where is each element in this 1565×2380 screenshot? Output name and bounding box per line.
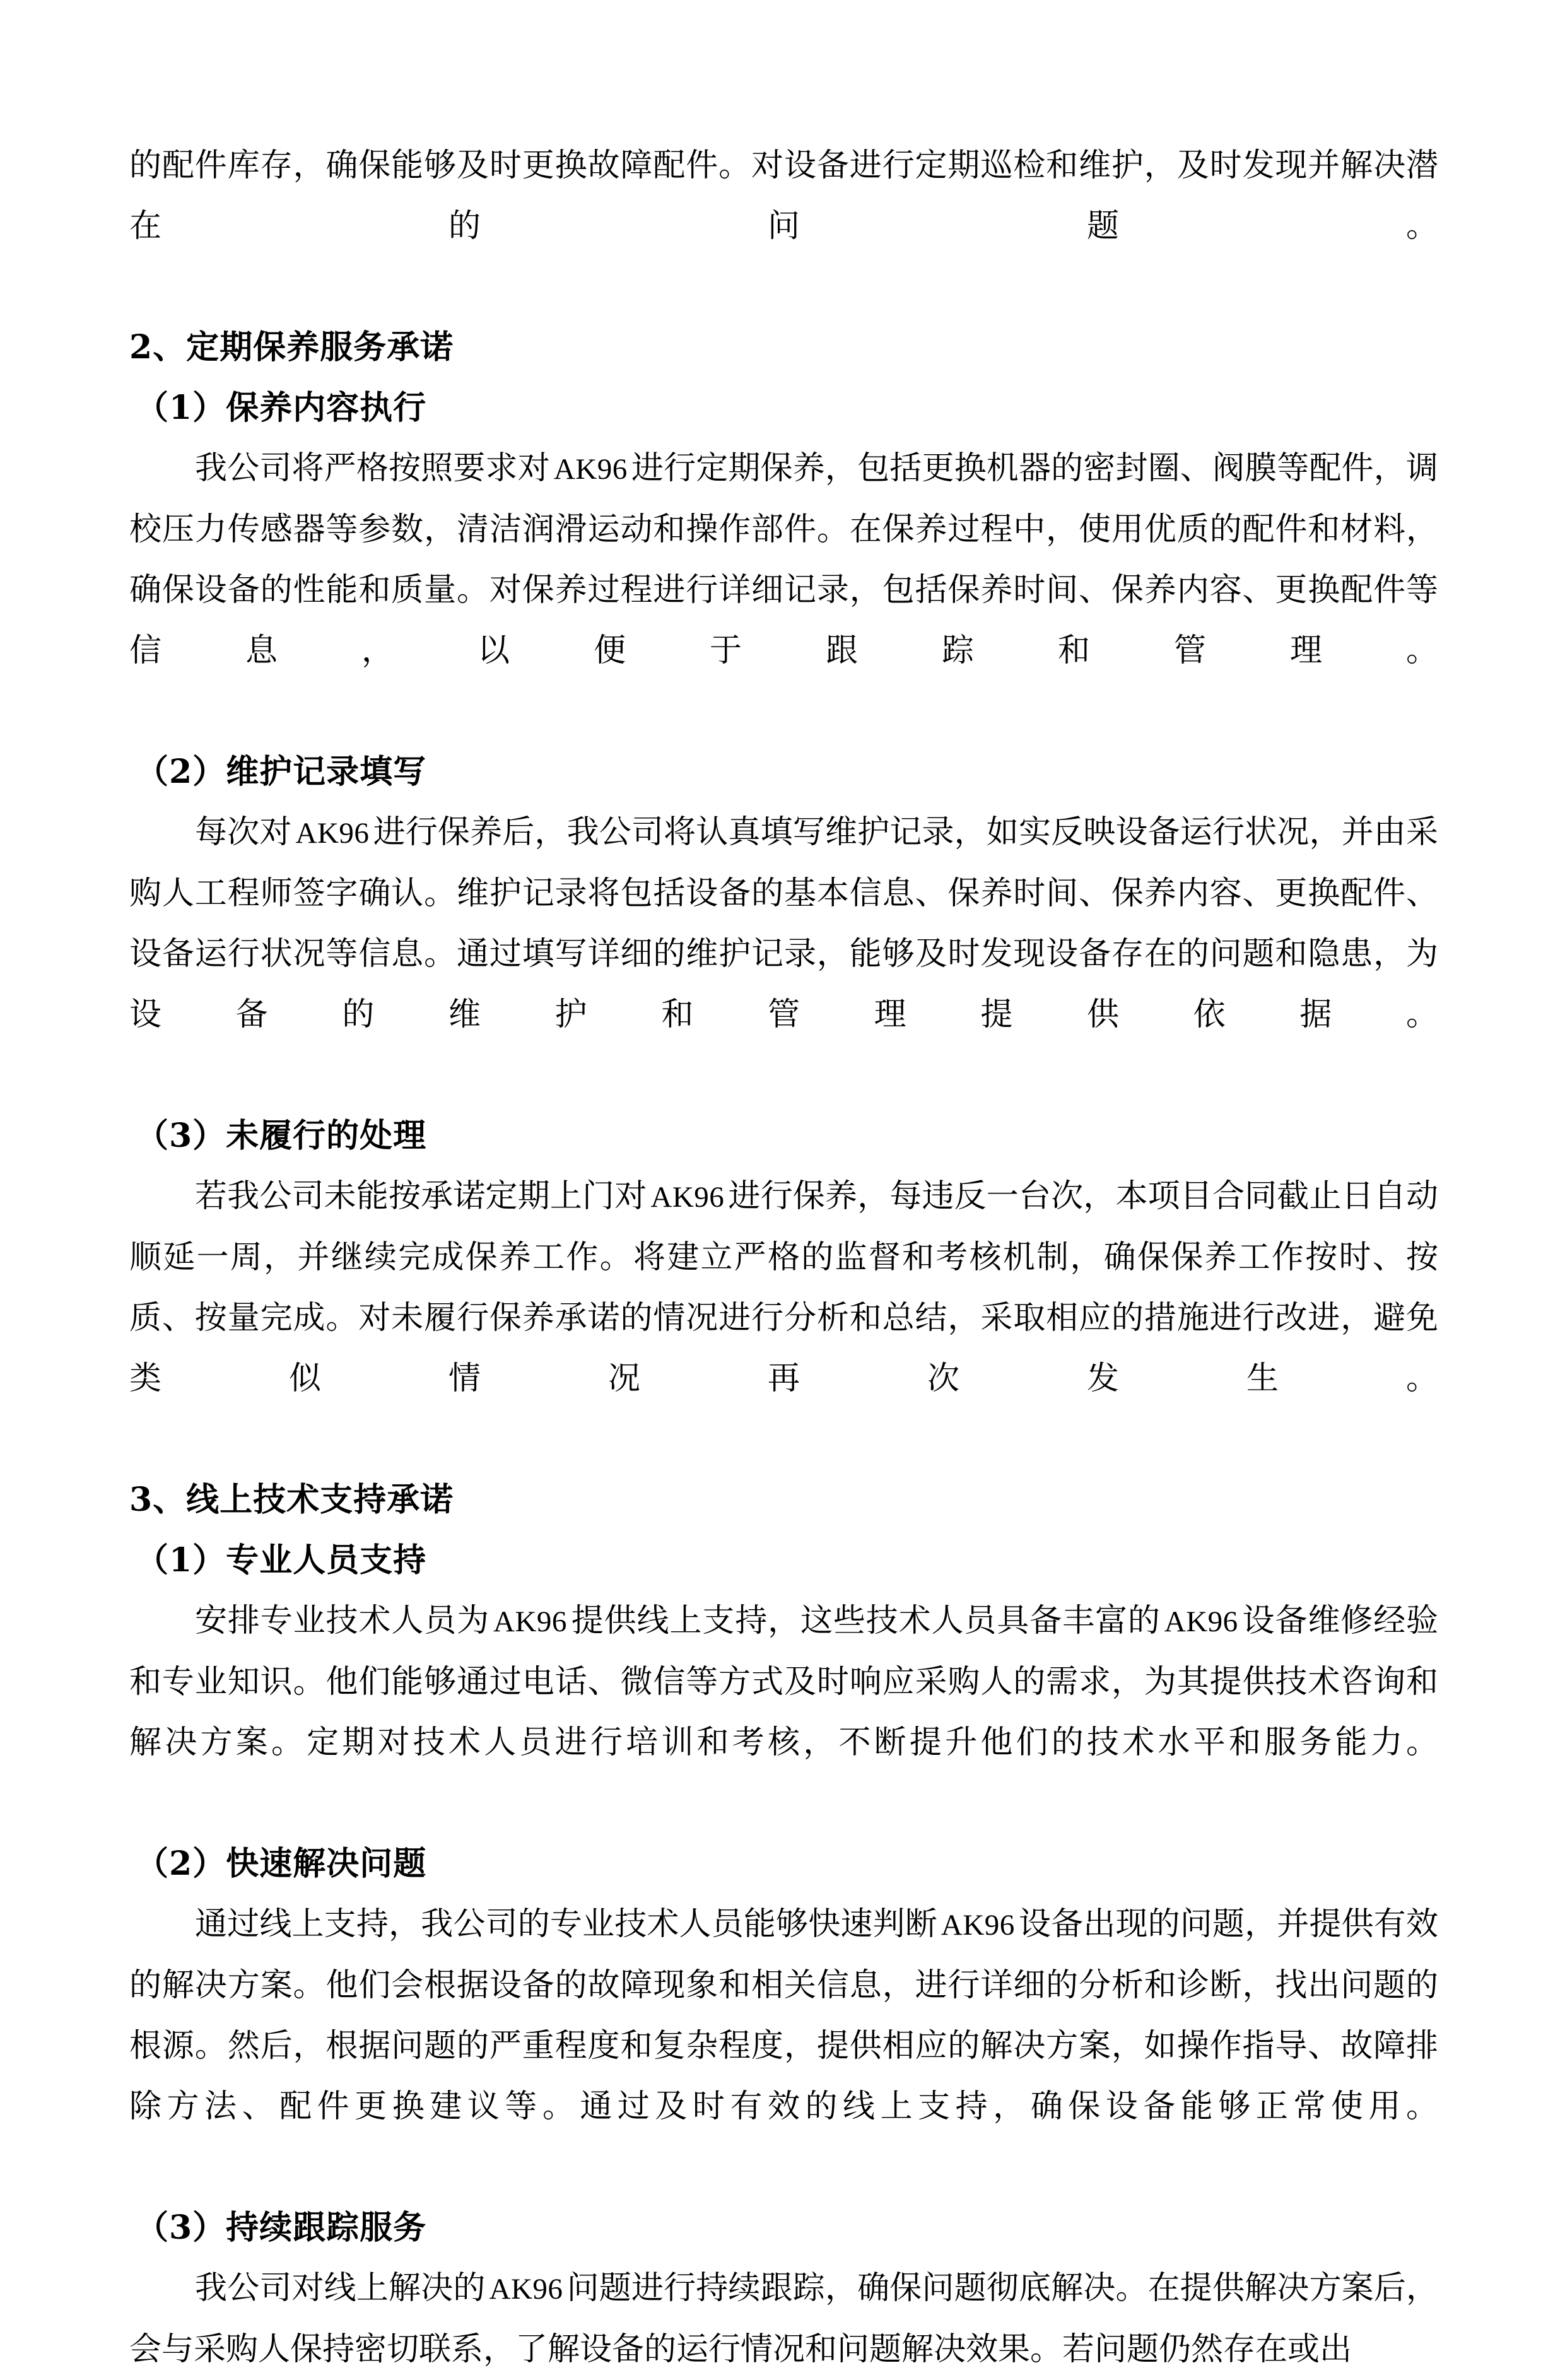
paragraph-non-performance-handling: 若我公司未能按承诺定期上门对 AK96 进行保养，每违反一台次，本项目合同截止日自动顺延一周，并继续完成保养工作。将建立严格的监督和考核机制，确保保养工作按时、按质、按量完成。对未履行保养承诺的情况进行分析和总结，采取相应的措施进行改进，避免类似情况再次发生。: [129, 1178, 1438, 1397]
paragraph-maintenance-content-execution: 我公司将严格按照要求对 AK96 进行定期保养，包括更换机器的密封圈、阀膜等配件，调校压力传感器等参数，清洁润滑运动和操作部件。在保养过程中，使用优质的配件和材料，确保设备的性能和质量。对保养过程进行详细记录，包括保养时间、保养内容、更换配件等信息，以便于跟踪和管理。: [129, 450, 1438, 669]
heading-periodic-maintenance-commitment: 2、定期保养服务承诺: [129, 328, 454, 366]
model-number: AK96: [295, 817, 370, 850]
model-number: AK96: [553, 453, 628, 486]
continuation-paragraph-spare-parts: 的配件库存，确保能够及时更换故障配件。对设备进行定期巡检和维护，及时发现并解决潜在的问题。: [129, 147, 1438, 245]
model-number: AK96: [650, 1181, 725, 1214]
paragraph-continuous-tracking-service: 我公司对线上解决的 AK96 问题进行持续跟踪，确保问题彻底解决。在提供解决方案后，会与采购人保持密切联系，了解设备的运行情况和问题解决效果。若问题仍然存在或出: [129, 2270, 1438, 2368]
heading-professional-personnel-support: （1）专业人员支持: [136, 1541, 427, 1580]
heading-non-performance-handling: （3）未履行的处理: [136, 1117, 427, 1155]
paragraph-maintenance-record-filling: 每次对 AK96 进行保养后，我公司将认真填写维护记录，如实反映设备运行状况，并由采购人工程师签字确认。维护记录将包括设备的基本信息、保养时间、保养内容、更换配件、设备运行状况等信息。通过填写详细的维护记录，能够及时发现设备存在的问题和隐患，为设备的维护和管理提供依据。: [129, 814, 1438, 1033]
paragraph-professional-personnel-support: 安排专业技术人员为 AK96 提供线上支持，这些技术人员具备丰富的 AK96 设备维修经验和专业知识。他们能够通过电话、微信等方式及时响应采购人的需求，为其提供技术咨询和解决方案。定期对技术人员进行培训和考核，不断提升他们的技术水平和服务能力。: [129, 1602, 1438, 1761]
model-number: AK96: [941, 1909, 1015, 1942]
document-body: [129, 136, 1438, 2380]
heading-maintenance-record-filling: （2）维护记录填写: [136, 753, 427, 791]
paragraph-fast-problem-resolution: 通过线上支持，我公司的专业技术人员能够快速判断 AK96 设备出现的问题，并提供有效的解决方案。他们会根据设备的故障现象和相关信息，进行详细的分析和诊断，找出问题的根源。然后，根据问题的严重程度和复杂程度，提供相应的解决方案，如操作指导、故障排除方法、配件更换建议等。通过及时有效的线上支持，确保设备能够正常使用。: [129, 1906, 1438, 2125]
model-number: AK96: [1164, 1605, 1238, 1638]
heading-online-technical-support-commitment: 3、线上技术支持承诺: [129, 1480, 454, 1519]
heading-maintenance-content-execution: （1）保养内容执行: [136, 389, 427, 427]
model-number: AK96: [493, 1605, 567, 1638]
heading-continuous-tracking-service: （3）持续跟踪服务: [136, 2208, 427, 2247]
heading-fast-problem-resolution: （2）快速解决问题: [136, 1844, 427, 1883]
model-number: AK96: [489, 2273, 563, 2306]
